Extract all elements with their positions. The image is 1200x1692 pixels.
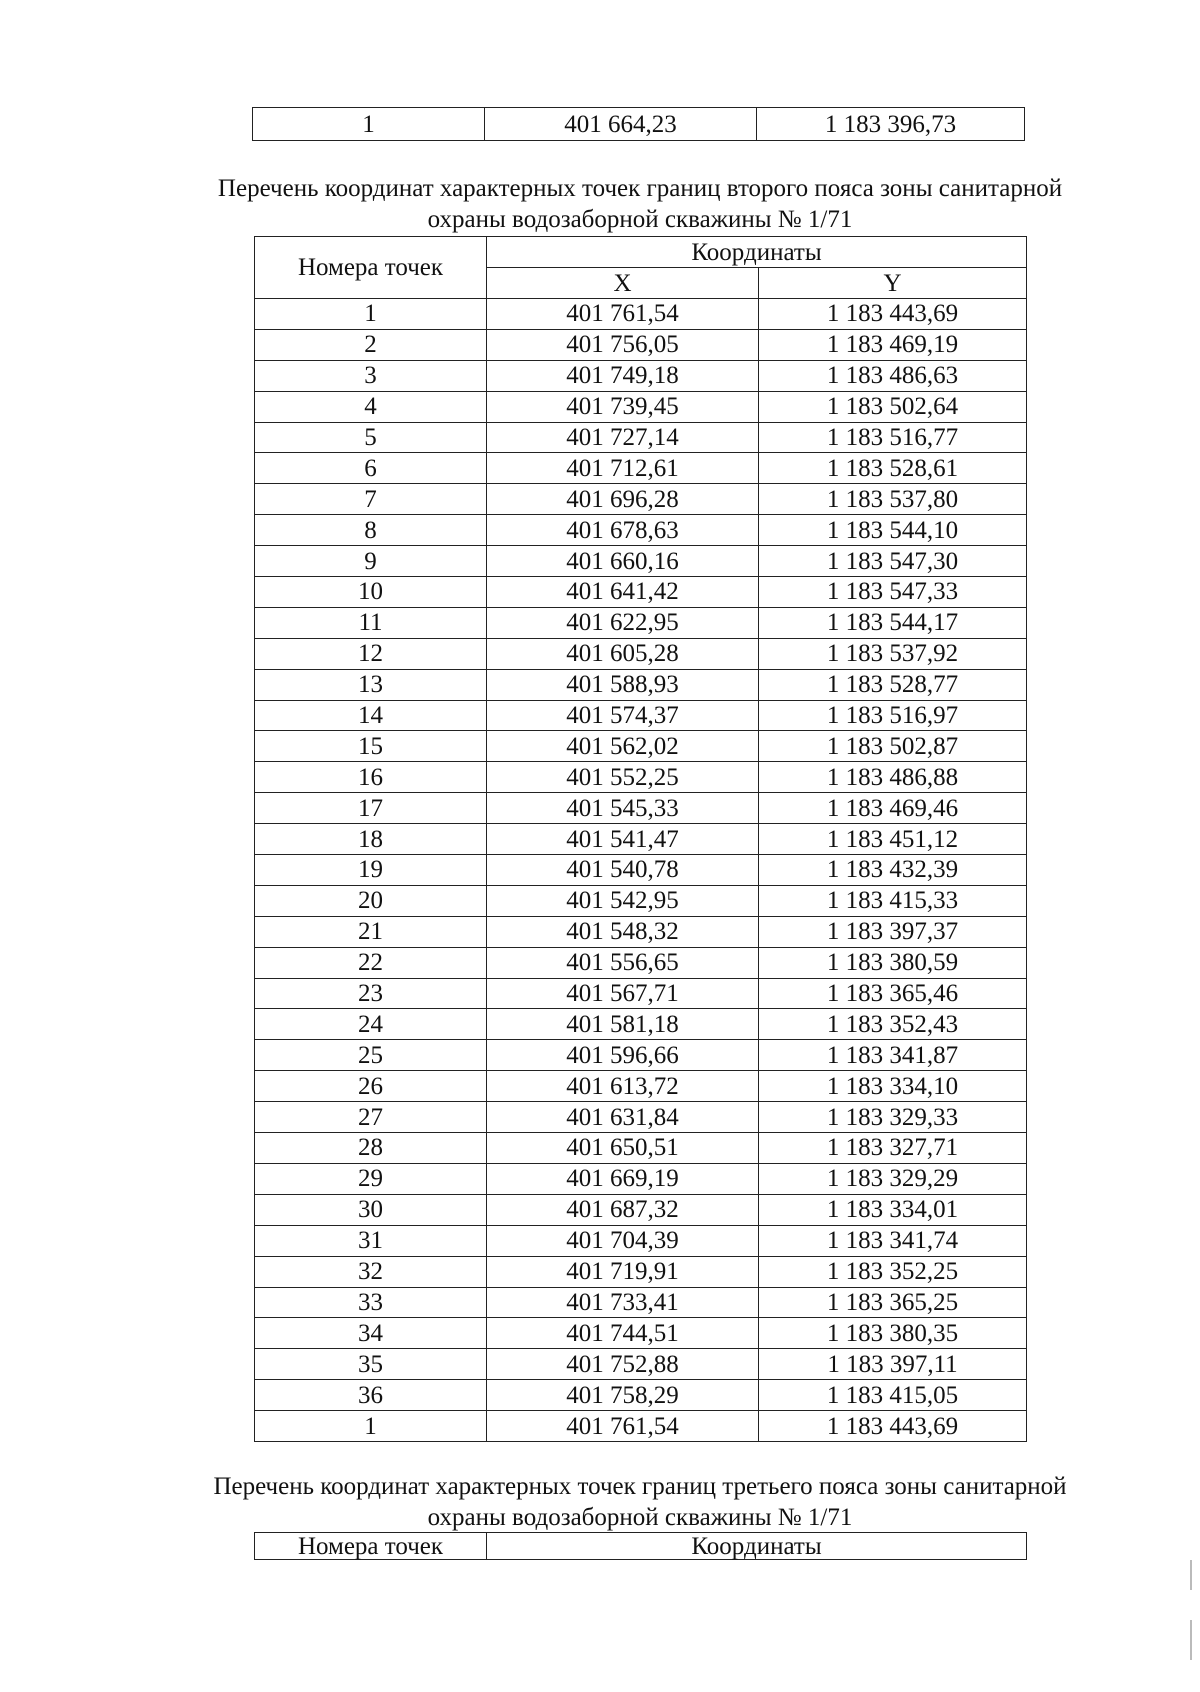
coordinate-y: 1 183 544,17 [759,607,1027,638]
point-number: 31 [255,1225,487,1256]
coordinate-x: 401 733,41 [487,1287,759,1318]
coordinate-x: 401 756,05 [487,329,759,360]
point-number: 35 [255,1349,487,1380]
coordinates-table-zone-2 [254,236,1027,1442]
point-number: 2 [255,329,487,360]
coordinate-y: 1 183 443,69 [759,299,1027,330]
caption-line: охраны водозаборной скважины № 1/71 [427,1504,853,1531]
coordinate-x: 401 541,47 [487,824,759,855]
coordinate-x: 401 552,25 [487,762,759,793]
coordinate-y: 1 183 334,01 [759,1194,1027,1225]
point-number: 16 [255,762,487,793]
coordinate-y: 1 183 432,39 [759,855,1027,886]
table-row [255,885,1027,916]
coordinate-y: 1 183 327,71 [759,1133,1027,1164]
point-number: 18 [255,824,487,855]
coordinate-x: 401 574,37 [487,700,759,731]
coordinate-x: 401 664,23 [485,108,757,141]
coordinate-x: 401 622,95 [487,607,759,638]
coordinate-y: 1 183 516,97 [759,700,1027,731]
coordinate-x: 401 749,18 [487,360,759,391]
coordinate-x: 401 596,66 [487,1040,759,1071]
coordinate-x: 401 641,42 [487,577,759,608]
table-row [255,422,1027,453]
coordinate-x: 401 540,78 [487,855,759,886]
point-number: 32 [255,1256,487,1287]
coordinate-x: 401 548,32 [487,916,759,947]
coordinate-x: 401 567,71 [487,978,759,1009]
table-row [255,1318,1027,1349]
table-row [255,1102,1027,1133]
table-row [255,577,1027,608]
point-number: 20 [255,885,487,916]
coordinate-y: 1 183 547,30 [759,546,1027,577]
point-number: 1 [253,108,485,141]
coordinate-x: 401 613,72 [487,1071,759,1102]
header-x: X [487,268,759,299]
table-row [255,1411,1027,1442]
coordinate-x: 401 719,91 [487,1256,759,1287]
point-number: 6 [255,453,487,484]
coordinate-y: 1 183 469,46 [759,793,1027,824]
table-row [255,1163,1027,1194]
table-row [255,731,1027,762]
coordinate-y: 1 183 537,92 [759,638,1027,669]
point-number: 13 [255,669,487,700]
coordinate-x: 401 562,02 [487,731,759,762]
coordinate-x: 401 650,51 [487,1133,759,1164]
previous-table-tail [252,107,1025,141]
coordinate-y: 1 183 451,12 [759,824,1027,855]
point-number: 21 [255,916,487,947]
coordinate-y: 1 183 502,87 [759,731,1027,762]
coordinates-table-zone-3 [254,1532,1027,1560]
coordinate-y: 1 183 397,37 [759,916,1027,947]
table-row [255,1349,1027,1380]
table-row [255,1380,1027,1411]
table-row [255,916,1027,947]
header-point-numbers: Номера точек [255,237,487,299]
coordinate-y: 1 183 486,88 [759,762,1027,793]
coordinate-y: 1 183 352,43 [759,1009,1027,1040]
table-row [255,947,1027,978]
table-header-row [255,1533,1027,1560]
coordinate-y: 1 183 380,59 [759,947,1027,978]
table-header-row [255,237,1027,268]
coordinate-x: 401 727,14 [487,422,759,453]
point-number: 15 [255,731,487,762]
point-number: 22 [255,947,487,978]
point-number: 29 [255,1163,487,1194]
point-number: 25 [255,1040,487,1071]
coordinate-x: 401 588,93 [487,669,759,700]
coordinate-y: 1 183 329,29 [759,1163,1027,1194]
caption-line: охраны водозаборной скважины № 1/71 [427,206,853,233]
coordinate-y: 1 183 516,77 [759,422,1027,453]
table-row [255,607,1027,638]
coordinate-y: 1 183 415,05 [759,1380,1027,1411]
scan-artifact [1190,1560,1192,1590]
point-number: 24 [255,1009,487,1040]
coordinate-y: 1 183 528,77 [759,669,1027,700]
coordinate-x: 401 761,54 [487,299,759,330]
coordinate-x: 401 687,32 [487,1194,759,1225]
coordinate-x: 401 631,84 [487,1102,759,1133]
table-row [255,1133,1027,1164]
point-number: 34 [255,1318,487,1349]
table-row [255,700,1027,731]
point-number: 1 [255,299,487,330]
coordinate-x: 401 704,39 [487,1225,759,1256]
coordinate-x: 401 581,18 [487,1009,759,1040]
table-row [255,855,1027,886]
table-row [255,1194,1027,1225]
point-number: 14 [255,700,487,731]
point-number: 11 [255,607,487,638]
table-row [255,1071,1027,1102]
point-number: 19 [255,855,487,886]
table-row [255,762,1027,793]
table-row [255,484,1027,515]
coordinate-y: 1 183 528,61 [759,453,1027,484]
coordinate-y: 1 183 341,74 [759,1225,1027,1256]
coordinate-y: 1 183 341,87 [759,1040,1027,1071]
coordinate-x: 401 545,33 [487,793,759,824]
point-number: 1 [255,1411,487,1442]
header-coordinates: Координаты [487,1533,1027,1560]
coordinate-y: 1 183 537,80 [759,484,1027,515]
table-row [255,515,1027,546]
point-number: 23 [255,978,487,1009]
table-row [255,329,1027,360]
coordinate-x: 401 739,45 [487,391,759,422]
coordinate-x: 401 758,29 [487,1380,759,1411]
coordinate-x: 401 712,61 [487,453,759,484]
table-row [255,546,1027,577]
table-row [255,391,1027,422]
coordinate-y: 1 183 544,10 [759,515,1027,546]
coordinate-y: 1 183 365,46 [759,978,1027,1009]
coordinate-y: 1 183 415,33 [759,885,1027,916]
table-row [255,299,1027,330]
table-row [255,978,1027,1009]
coordinate-x: 401 556,65 [487,947,759,978]
table-row [255,1225,1027,1256]
point-number: 4 [255,391,487,422]
table-row [255,1009,1027,1040]
point-number: 26 [255,1071,487,1102]
point-number: 10 [255,577,487,608]
section-2-caption [150,173,1130,235]
point-number: 17 [255,793,487,824]
coordinate-y: 1 183 380,35 [759,1318,1027,1349]
table-row [255,824,1027,855]
section-3-caption [150,1471,1130,1533]
table-row [255,793,1027,824]
caption-line: Перечень координат характерных точек границ третьего пояса зоны санитарной [213,1473,1067,1500]
coordinate-x: 401 761,54 [487,1411,759,1442]
point-number: 36 [255,1380,487,1411]
caption-line: Перечень координат характерных точек границ второго пояса зоны санитарной [217,175,1063,202]
coordinate-y: 1 183 329,33 [759,1102,1027,1133]
coordinate-y: 1 183 469,19 [759,329,1027,360]
coordinate-x: 401 542,95 [487,885,759,916]
table-row [255,453,1027,484]
point-number: 30 [255,1194,487,1225]
coordinate-y: 1 183 443,69 [759,1411,1027,1442]
table-row [255,1040,1027,1071]
table-row [253,108,1025,141]
coordinate-y: 1 183 334,10 [759,1071,1027,1102]
coordinate-x: 401 605,28 [487,638,759,669]
point-number: 9 [255,546,487,577]
header-y: Y [759,268,1027,299]
table-row [255,1287,1027,1318]
point-number: 7 [255,484,487,515]
table-row [255,638,1027,669]
coordinate-x: 401 660,16 [487,546,759,577]
coordinate-x: 401 669,19 [487,1163,759,1194]
coordinate-y: 1 183 486,63 [759,360,1027,391]
table-row [255,1256,1027,1287]
coordinate-y: 1 183 547,33 [759,577,1027,608]
coordinate-x: 401 696,28 [487,484,759,515]
point-number: 3 [255,360,487,391]
point-number: 5 [255,422,487,453]
point-number: 28 [255,1133,487,1164]
point-number: 27 [255,1102,487,1133]
coordinate-y: 1 183 397,11 [759,1349,1027,1380]
coordinate-y: 1 183 352,25 [759,1256,1027,1287]
point-number: 8 [255,515,487,546]
coordinate-x: 401 744,51 [487,1318,759,1349]
table-row [255,360,1027,391]
point-number: 33 [255,1287,487,1318]
coordinate-y: 1 183 396,73 [757,108,1025,141]
header-point-numbers: Номера точек [255,1533,487,1560]
coordinate-y: 1 183 365,25 [759,1287,1027,1318]
coordinate-y: 1 183 502,64 [759,391,1027,422]
coordinate-x: 401 678,63 [487,515,759,546]
coordinate-x: 401 752,88 [487,1349,759,1380]
point-number: 12 [255,638,487,669]
table-row [255,669,1027,700]
header-coordinates: Координаты [487,237,1027,268]
scan-artifact [1190,1620,1192,1660]
